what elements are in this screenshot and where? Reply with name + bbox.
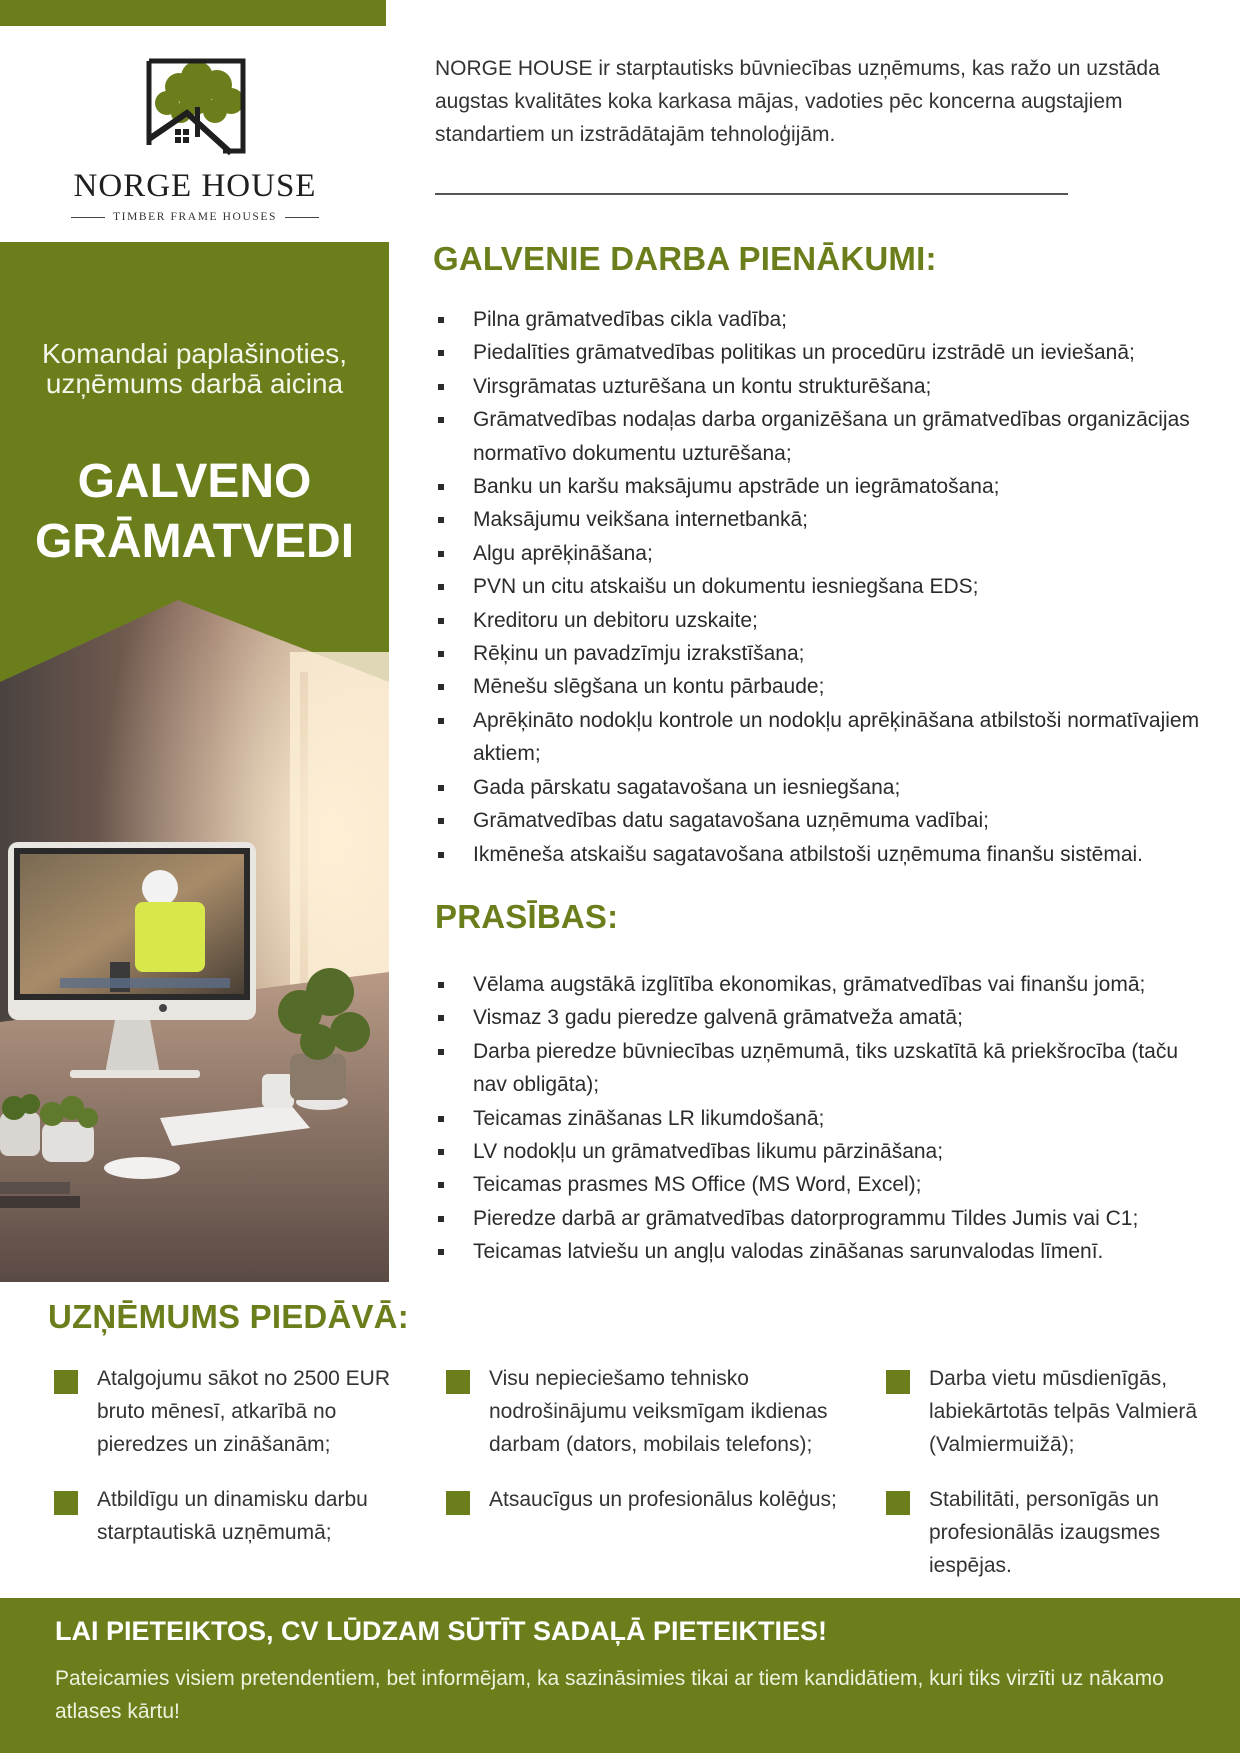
hero-invite-text: Komandai paplašinoties, uzņēmums darbā aicina xyxy=(41,338,348,399)
top-accent-strip xyxy=(0,0,386,26)
position-title-line1: GALVENO xyxy=(77,455,312,508)
apply-footer xyxy=(0,1598,1240,1753)
list-item: Banku un karšu maksājumu apstrāde un iegrāmatošana; xyxy=(436,470,1206,503)
duties-list xyxy=(436,303,1206,871)
apply-title: LAI PIETEIKTOS, CV LŪDZAM SŪTĪT SADAĻĀ PIETEIKTIES! xyxy=(55,1616,828,1646)
square-bullet-icon xyxy=(54,1491,78,1515)
house-tree-icon xyxy=(135,55,255,160)
list-item: Pieredze darbā ar grāmatvedības datorprogrammu Tildes Jumis vai C1; xyxy=(436,1202,1206,1235)
offer-item: Atbildīgu un dinamisku darbu starptautiskā uzņēmumā; xyxy=(54,1483,424,1549)
hero-panel xyxy=(0,242,389,1282)
list-item: Piedalīties grāmatvedības politikas un procedūru izstrādē un ieviešanā; xyxy=(436,336,1206,369)
list-item: Grāmatvedības datu sagatavošana uzņēmuma vadībai; xyxy=(436,804,1206,837)
list-item: Vēlama augstākā izglītība ekonomikas, grāmatvedības vai finanšu jomā; xyxy=(436,968,1206,1001)
requirements-list xyxy=(436,968,1206,1269)
apply-note: Pateicamies visiem pretendentiem, bet informējam, ka sazināsimies tikai ar tiem kandidātiem, kuri tiks virzīti uz nākamo atlases kārtu! xyxy=(55,1667,1164,1723)
list-item: Ikmēneša atskaišu sagatavošana atbilstoši uzņēmuma finanšu sistēmai. xyxy=(436,838,1206,871)
offer-item: Darba vietu mūsdienīgās, labiekārtotās telpās Valmierā (Valmiermuižā); xyxy=(886,1362,1226,1461)
position-title-line2: GRĀMATVEDI xyxy=(34,515,355,568)
intro-divider xyxy=(435,193,1068,195)
offer-item: Visu nepieciešamo tehnisko nodrošinājumu veiksmīgam ikdienas darbam (dators, mobilais telefons); xyxy=(446,1362,866,1461)
square-bullet-icon xyxy=(54,1370,78,1394)
requirements-title: PRASĪBAS: xyxy=(435,898,619,935)
list-item: Kreditoru un debitoru uzskaite; xyxy=(436,604,1206,637)
offers-title: UZŅĒMUMS PIEDĀVĀ: xyxy=(48,1298,409,1335)
square-bullet-icon xyxy=(886,1370,910,1394)
square-bullet-icon xyxy=(886,1491,910,1515)
square-bullet-icon xyxy=(446,1491,470,1515)
list-item: Mēnešu slēgšana un kontu pārbaude; xyxy=(436,670,1206,703)
list-item: PVN un citu atskaišu un dokumentu iesniegšana EDS; xyxy=(436,570,1206,603)
list-item: Gada pārskatu sagatavošana un iesniegšana; xyxy=(436,771,1206,804)
brand-name: NORGE HOUSE xyxy=(73,168,317,204)
list-item: Grāmatvedības nodaļas darba organizēšana un grāmatvedības organizācijas normatīvo dokumentu uzturēšana; xyxy=(436,403,1206,470)
list-item: Pilna grāmatvedības cikla vadība; xyxy=(436,303,1206,336)
list-item: Algu aprēķināšana; xyxy=(436,537,1206,570)
list-item: Rēķinu un pavadzīmju izrakstīšana; xyxy=(436,637,1206,670)
square-bullet-icon xyxy=(446,1370,470,1394)
list-item: Maksājumu veikšana internetbankā; xyxy=(436,503,1206,536)
list-item: Teicamas latviešu un angļu valodas zināšanas sarunvalodas līmenī. xyxy=(436,1235,1206,1268)
company-logo xyxy=(60,55,330,235)
list-item: Virsgrāmatas uzturēšana un kontu strukturēšana; xyxy=(436,370,1206,403)
offer-item: Atsaucīgus un profesionālus kolēģus; xyxy=(446,1483,866,1516)
company-intro: NORGE HOUSE ir starptautisks būvniecības uzņēmums, kas ražo un uzstāda augstas kvalitātes koka karkasa mājas, vadoties pēc koncerna augstajiem standartiem un izstrādātajām tehnoloģijām. xyxy=(435,57,1160,146)
brand-tagline: TIMBER FRAME HOUSES xyxy=(60,211,330,223)
offer-item: Stabilitāti, personīgās un profesionālās izaugsmes iespējas. xyxy=(886,1483,1206,1582)
list-item: Darba pieredze būvniecības uzņēmumā, tiks uzskatītā kā priekšrocība (taču nav obligāta); xyxy=(436,1035,1206,1102)
list-item: LV nodokļu un grāmatvedības likumu pārzināšana; xyxy=(436,1135,1206,1168)
list-item: Aprēķināto nodokļu kontrole un nodokļu aprēķināšana atbilstoši normatīvajiem aktiem; xyxy=(436,704,1206,771)
duties-title: GALVENIE DARBA PIENĀKUMI: xyxy=(433,240,937,277)
list-item: Teicamas prasmes MS Office (MS Word, Excel); xyxy=(436,1168,1206,1201)
list-item: Teicamas zināšanas LR likumdošanā; xyxy=(436,1102,1206,1135)
office-desk-photo xyxy=(0,242,389,1282)
list-item: Vismaz 3 gadu pieredze galvenā grāmatveža amatā; xyxy=(436,1001,1206,1034)
offer-item: Atalgojumu sākot no 2500 EUR bruto mēnesī, atkarībā no pieredzes un zināšanām; xyxy=(54,1362,424,1461)
